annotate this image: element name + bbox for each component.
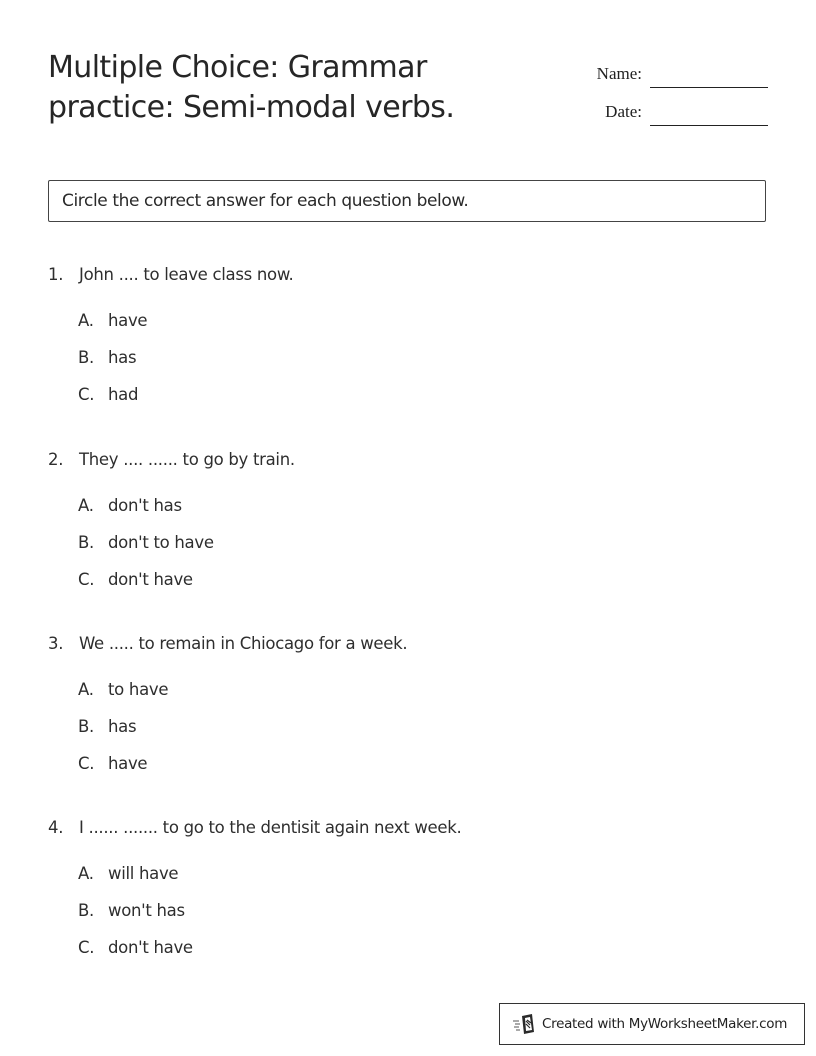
option-letter: B. [78,717,94,736]
name-date-fields [597,52,768,128]
option-letter: C. [78,570,95,589]
question-number: 4. [48,818,64,837]
answer-option-b[interactable] [78,715,407,752]
answer-option-b[interactable] [78,346,293,383]
question-prompt [48,448,295,472]
option-letter: A. [78,311,94,330]
option-text: has [108,348,137,367]
option-text: will have [108,864,179,883]
option-letter: C. [78,938,95,957]
question-1 [48,263,293,420]
answer-option-a[interactable] [78,678,407,715]
question-prompt [48,632,407,656]
date-field [597,90,768,128]
option-letter: A. [78,496,94,515]
option-text: don't have [108,938,193,957]
option-text: have [108,311,148,330]
name-label: Name: [596,64,642,83]
question-number: 3. [48,634,64,653]
question-text: John .... to leave class now. [79,265,294,284]
question-3 [48,632,407,789]
question-4 [48,816,461,973]
option-text: to have [108,680,169,699]
answer-option-b[interactable] [78,531,295,568]
title-line-1: Multiple Choice: Grammar [48,50,427,85]
answer-option-a[interactable] [78,862,461,899]
worksheet-logo-icon [512,1013,536,1035]
answer-options [48,862,461,973]
answer-options [48,309,293,420]
question-2 [48,448,295,605]
question-prompt [48,263,293,287]
question-prompt [48,816,461,840]
answer-option-a[interactable] [78,309,293,346]
question-text: They .... ...... to go by train. [79,450,295,469]
option-letter: B. [78,901,94,920]
question-text: We ..... to remain in Chiocago for a week. [79,634,408,653]
option-letter: A. [78,864,94,883]
option-text: don't have [108,570,193,589]
name-field [597,52,768,90]
option-letter: B. [78,348,94,367]
date-label: Date: [605,102,642,121]
question-text: I ...... ....... to go to the dentisit again next week. [79,818,462,837]
option-letter: C. [78,754,95,773]
instructions-box: Circle the correct answer for each question below. [48,180,766,222]
option-letter: C. [78,385,95,404]
answer-option-b[interactable] [78,899,461,936]
answer-option-c[interactable] [78,383,293,420]
option-text: had [108,385,139,404]
option-text: has [108,717,137,736]
answer-option-a[interactable] [78,494,295,531]
answer-option-c[interactable] [78,568,295,605]
option-text: don't to have [108,533,214,552]
option-letter: A. [78,680,94,699]
title-line-2: practice: Semi-modal verbs. [48,90,455,125]
option-text: have [108,754,148,773]
answer-option-c[interactable] [78,936,461,973]
footer-text: Created with MyWorksheetMaker.com [542,1016,788,1032]
footer-badge[interactable] [499,1003,805,1045]
option-letter: B. [78,533,94,552]
question-number: 2. [48,450,64,469]
name-blank-line[interactable] [650,67,768,88]
answer-options [48,678,407,789]
question-number: 1. [48,265,64,284]
option-text: won't has [108,901,185,920]
option-text: don't has [108,496,182,515]
answer-option-c[interactable] [78,752,407,789]
answer-options [48,494,295,605]
worksheet-title [48,48,528,128]
date-blank-line[interactable] [650,105,768,126]
